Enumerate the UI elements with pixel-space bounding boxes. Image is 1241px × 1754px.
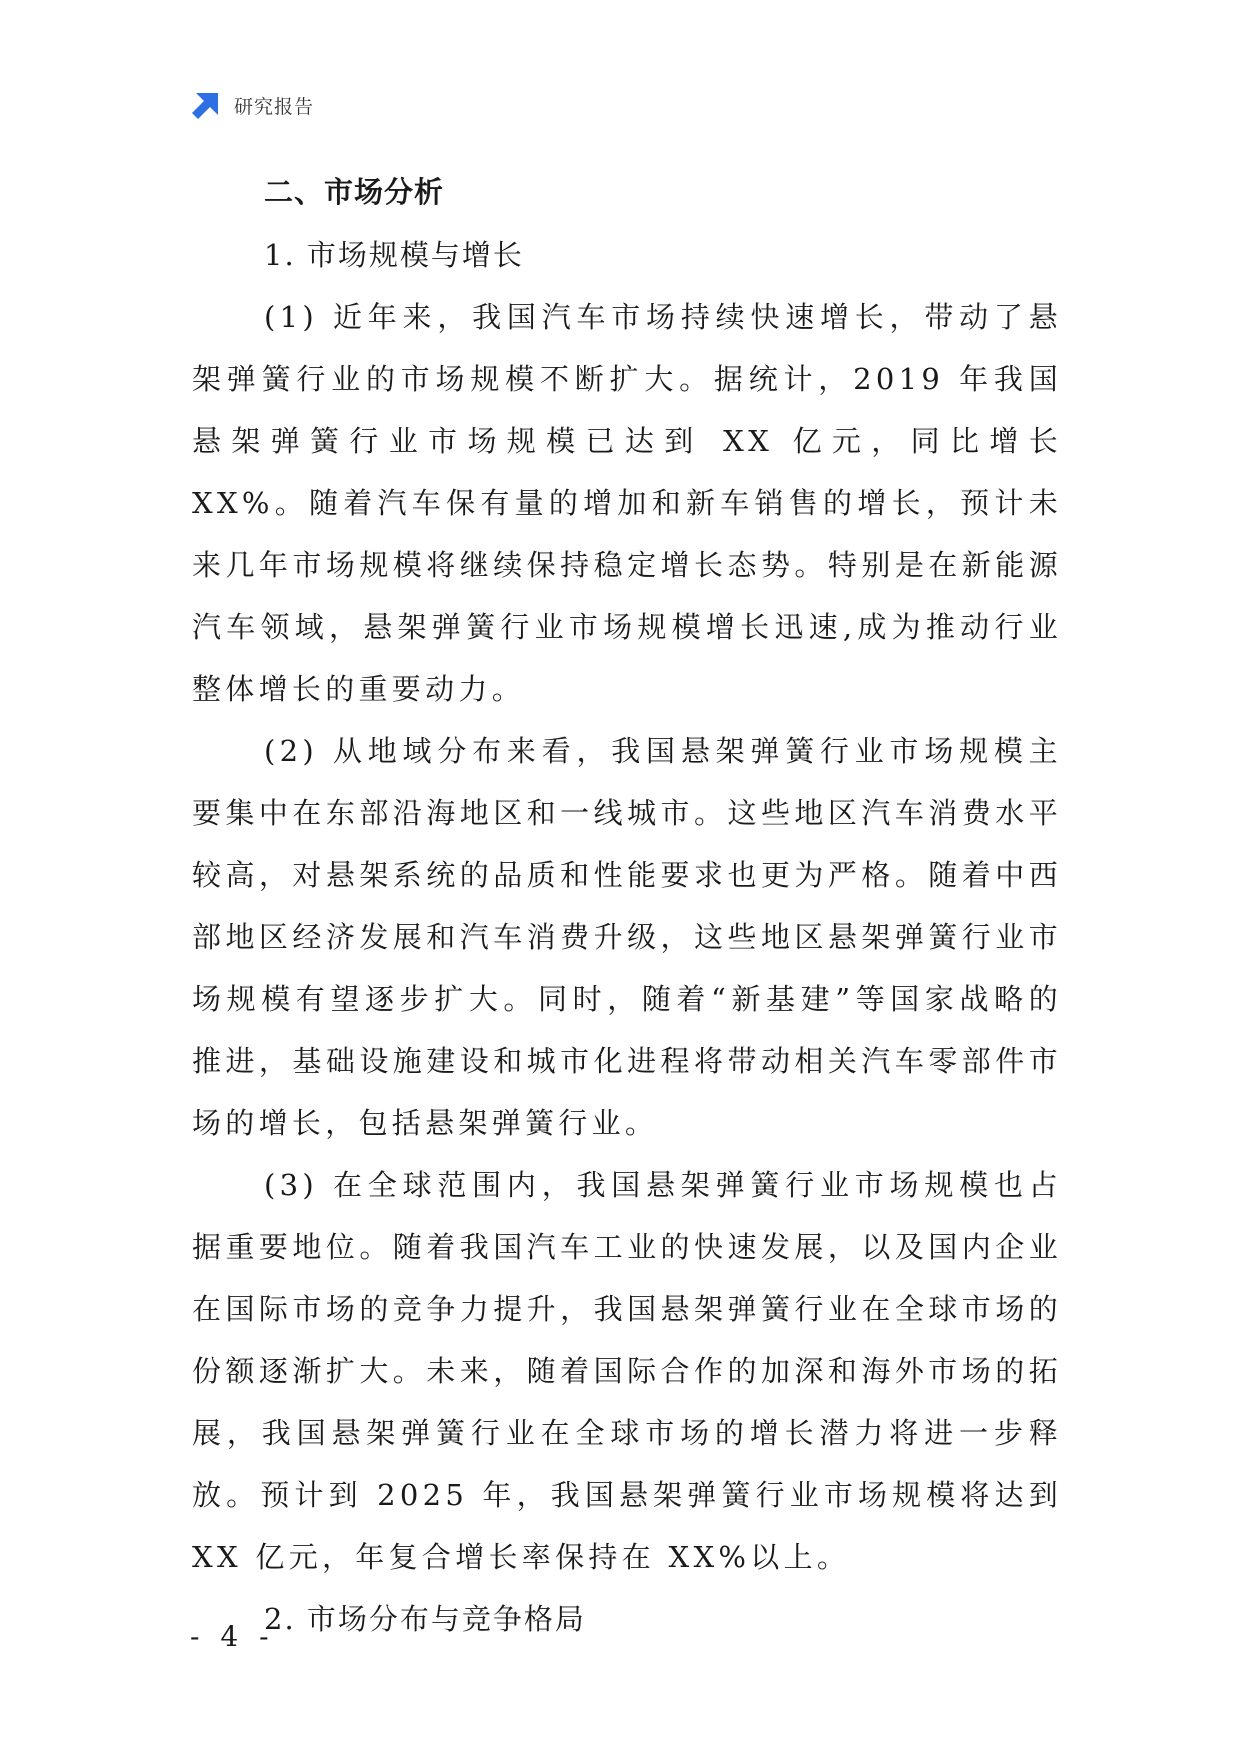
subsection-heading-2: 2. 市场分布与竞争格局 [264, 1602, 586, 1636]
section-heading: 二、市场分析 [264, 175, 445, 209]
document-body [192, 160, 1062, 1650]
arrow-up-right-icon [190, 89, 222, 121]
paragraph-3: (3) 在全球范围内，我国悬架弹簧行业市场规模也占据重要地位。随着我国汽车工业的快速发展，以及国内企业在国际市场的竞争力提升，我国悬架弹簧行业在全球市场的份额逐渐扩大。未来，随着国际合作的加深和海外市场的拓展，我国悬架弹簧行业在全球市场的增长潜力将进一步释放。预计到 2025 年，我国悬架弹簧行业市场规模将达到 XX 亿元，年复合增长率保持在 XX%以上。 [192, 1168, 1062, 1574]
report-header [190, 89, 314, 121]
subsection-heading-1: 1. 市场规模与增长 [264, 238, 524, 272]
report-type-label: 研究报告 [234, 95, 315, 118]
paragraph-1: (1) 近年来，我国汽车市场持续快速增长，带动了悬架弹簧行业的市场规模不断扩大。据统计，2019 年我国悬架弹簧行业市场规模已达到 XX 亿元，同比增长 XX%。随着汽车保有量的增加和新车销售的增长，预计未来几年市场规模将继续保持稳定增长态势。特别是在新能源汽车领域，悬架弹簧行业市场规模增长迅速,成为推动行业整体增长的重要动力。 [192, 300, 1062, 706]
paragraph-2: (2) 从地域分布来看，我国悬架弹簧行业市场规模主要集中在东部沿海地区和一线城市。这些地区汽车消费水平较高，对悬架系统的品质和性能要求也更为严格。随着中西部地区经济发展和汽车消费升级，这些地区悬架弹簧行业市场规模有望逐步扩大。同时，随着“新基建”等国家战略的推进，基础设施建设和城市化进程将带动相关汽车零部件市场的增长，包括悬架弹簧行业。 [192, 734, 1062, 1140]
page-number: - 4 - [190, 1620, 275, 1653]
